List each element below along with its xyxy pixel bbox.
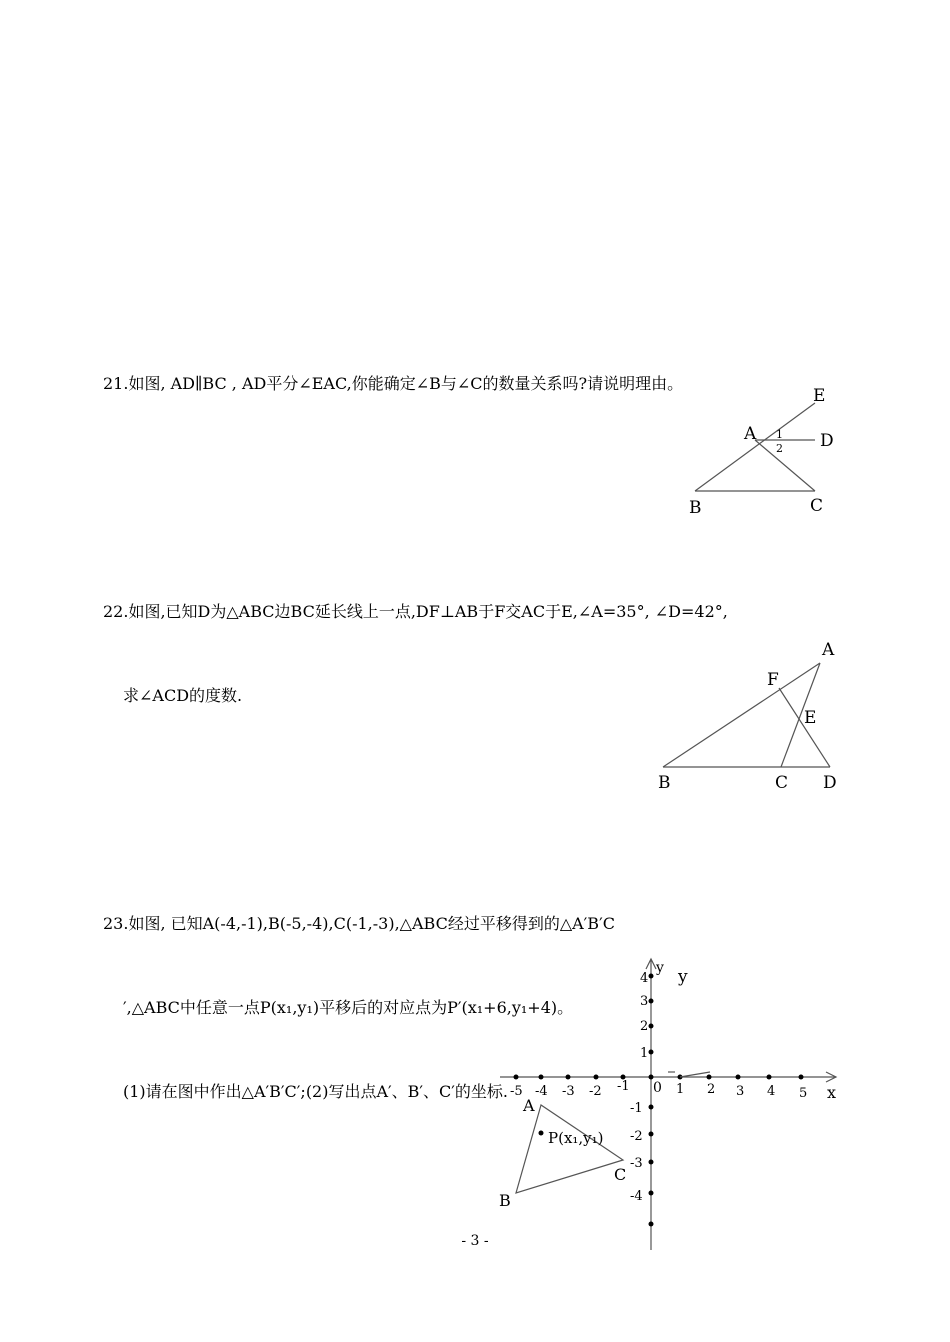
label-D: D <box>823 773 837 793</box>
label-E: E <box>804 708 817 728</box>
label-B: B <box>658 773 671 793</box>
point-P-dot <box>539 1131 544 1136</box>
x-tick-label: 1 <box>676 1082 685 1097</box>
x-tick-label: 2 <box>707 1082 716 1097</box>
label-E: E <box>813 386 826 406</box>
question-23-line-1: 23.如图, 已知A(-4,-1),B(-5,-4),C(-1,-3),△ABC经过平移得到的△A′B′C <box>103 914 615 933</box>
label-C: C <box>614 1165 627 1184</box>
question-23-line-3: (1)请在图中作出△A′B′C′;(2)写出点A′、B′、C′的坐标. <box>123 1082 509 1101</box>
x-tick-dot <box>799 1075 804 1080</box>
x-tick-dot <box>566 1075 571 1080</box>
x-tick-dot <box>539 1075 544 1080</box>
y-axis-ticks <box>630 971 654 1227</box>
line-BE <box>695 403 815 491</box>
y-tick-dot <box>649 1132 654 1137</box>
x-tick-label: -4 <box>535 1084 548 1099</box>
label-A: A <box>822 640 835 660</box>
origin-label: 0 <box>653 1080 662 1096</box>
label-P: P(x₁,y₁) <box>548 1129 604 1147</box>
y-tick-label: 4 <box>640 971 649 986</box>
figure-22 <box>658 640 837 793</box>
line-AC <box>755 440 815 491</box>
triangle-ABC <box>516 1105 623 1193</box>
y-tick-dot <box>649 974 654 979</box>
label-A: A <box>523 1096 535 1115</box>
y-tick-label: -1 <box>630 1101 643 1116</box>
question-21-text: 21.如图, AD∥BC , AD平分∠EAC,你能确定∠B与∠C的数量关系吗?请说明理由。 <box>103 374 684 393</box>
label-D: D <box>820 431 834 451</box>
figure-23 <box>499 959 836 1250</box>
x-tick-label: -3 <box>562 1084 575 1099</box>
label-C: C <box>810 496 824 516</box>
label-angle-2: 2 <box>776 442 783 455</box>
y-axis-label: y <box>678 967 688 987</box>
origin-dot <box>649 1075 654 1080</box>
x-tick-dot <box>767 1075 772 1080</box>
x-tick-label: 5 <box>799 1086 808 1101</box>
label-angle-1: 1 <box>776 428 783 441</box>
x-tick-label: -2 <box>589 1084 602 1099</box>
y-tick-label: 3 <box>640 994 649 1009</box>
y-tick-dot <box>649 1050 654 1055</box>
page-number: - 3 - <box>461 1233 489 1249</box>
question-22-line-1: 22.如图,已知D为△ABC边BC延长线上一点,DF⊥AB于F交AC于E,∠A=35°, ∠D=42°, <box>103 602 728 621</box>
label-B: B <box>499 1191 511 1210</box>
y-tick-label: -3 <box>630 1156 643 1171</box>
y-tick-label: 1 <box>640 1046 649 1061</box>
x-tick-dot <box>707 1075 712 1080</box>
label-B: B <box>689 498 702 518</box>
y-tick-dot <box>649 999 654 1004</box>
x-tick-dot <box>514 1075 519 1080</box>
y-tick-label: 2 <box>640 1019 649 1034</box>
y-tick-dot <box>649 1160 654 1165</box>
y-tick-dot <box>649 1191 654 1196</box>
y-tick-label: -2 <box>630 1129 643 1144</box>
y-axis-label-small: y <box>656 960 664 976</box>
x-tick-dot <box>594 1075 599 1080</box>
x-tick-label: 4 <box>767 1084 776 1099</box>
stray-mark <box>680 1072 710 1077</box>
y-tick-label: -4 <box>630 1189 643 1204</box>
figure-21 <box>689 386 834 518</box>
label-A: A <box>744 424 757 444</box>
y-tick-dot <box>649 1105 654 1110</box>
question-22-line-2: 求∠ACD的度数. <box>123 686 243 705</box>
label-C: C <box>775 773 789 793</box>
label-F: F <box>767 670 779 690</box>
x-axis-label: x <box>827 1083 837 1102</box>
y-tick-dot <box>649 1222 654 1227</box>
y-tick-dot <box>649 1024 654 1029</box>
x-tick-label: -5 <box>510 1084 523 1099</box>
question-23-line-2: ′,△ABC中任意一点P(x₁,y₁)平移后的对应点为P′(x₁+6,y₁+4)。 <box>123 998 574 1017</box>
x-tick-dot <box>736 1075 741 1080</box>
x-tick-label: -1 <box>617 1079 630 1094</box>
x-tick-label: 3 <box>736 1084 745 1099</box>
